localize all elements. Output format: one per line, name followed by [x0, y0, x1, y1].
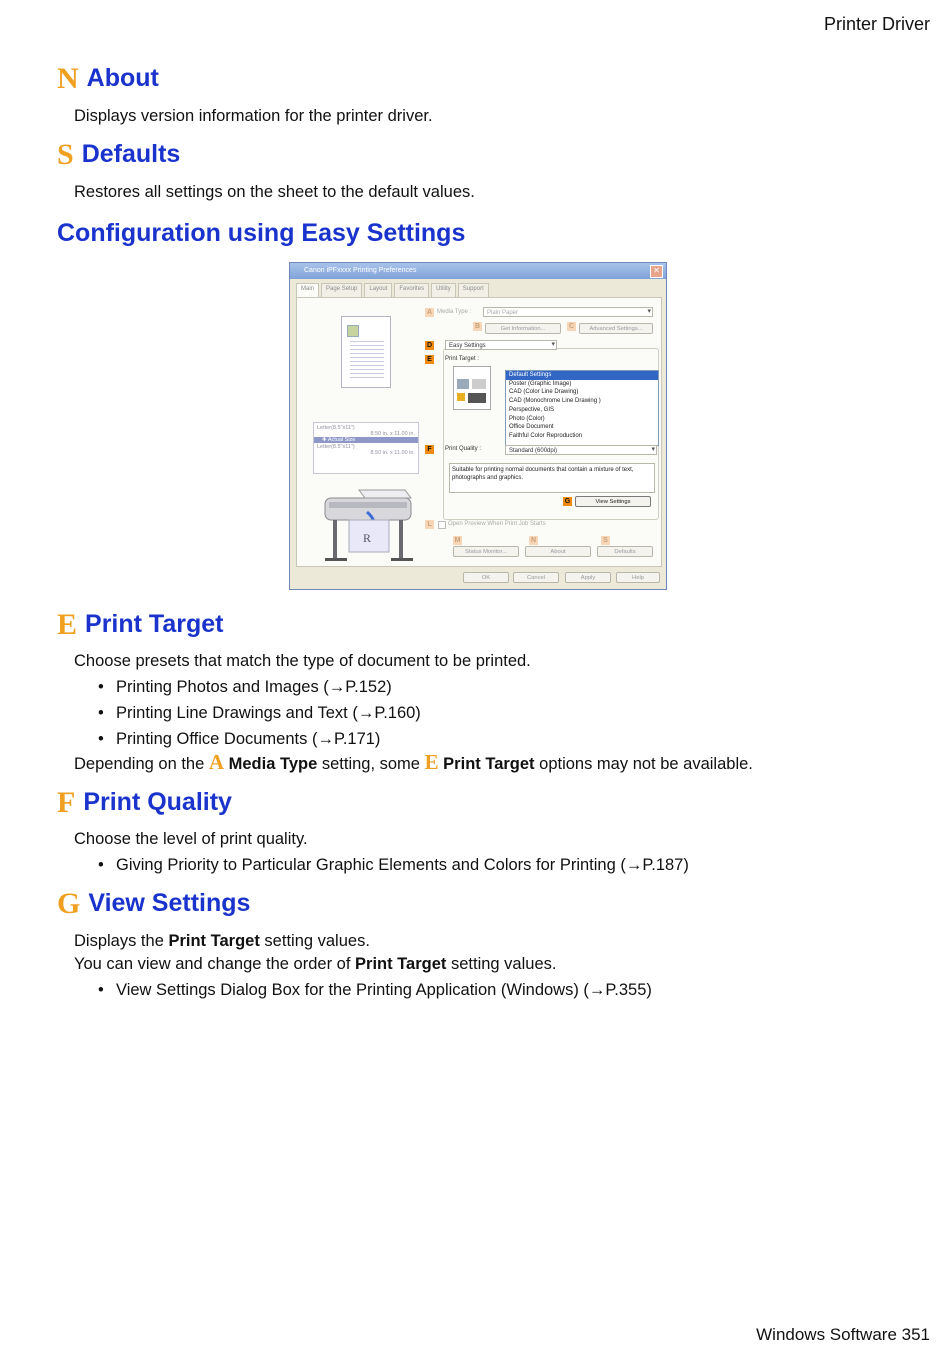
advanced-settings-button[interactable]: Advanced Settings...	[579, 323, 653, 334]
view-settings-line1	[74, 931, 370, 951]
tab-page-setup[interactable]: Page Setup	[321, 283, 362, 297]
tab-utility[interactable]: Utility	[431, 283, 456, 297]
print-quality-title: Print Quality	[83, 788, 232, 816]
tab-layout[interactable]: Layout	[364, 283, 392, 297]
line-bold: Print Target	[168, 932, 260, 950]
print-target-link-office[interactable]: Printing Office Documents (→P.171)	[116, 730, 381, 748]
apply-button[interactable]: Apply	[565, 572, 611, 583]
print-target-list	[505, 370, 659, 446]
list-item: • Giving Priority to Particular Graphic Elements and Colors for Printing (→P.187)	[98, 856, 689, 874]
list-item: • Printing Office Documents (→P.171)	[98, 730, 381, 748]
main-panel	[296, 297, 662, 567]
tag-b: B	[474, 323, 481, 330]
about-button[interactable]: About	[525, 546, 591, 557]
print-target-heading	[57, 608, 223, 642]
print-quality-text: Choose the level of print quality.	[74, 830, 308, 848]
size1-dim: 8.50 in. x 11.00 in.	[370, 431, 415, 437]
tag-d: D	[426, 342, 433, 349]
line-text: You can view and change the order of	[74, 955, 356, 973]
tag-c: C	[568, 323, 575, 330]
note-text: Depending on the	[74, 755, 209, 773]
cancel-button[interactable]: Cancel	[513, 572, 559, 583]
preview-image-icon	[347, 325, 359, 337]
about-letter: N	[57, 62, 79, 95]
print-quality-heading	[57, 786, 232, 820]
tag-g: G	[564, 498, 571, 505]
actual-size-label: Actual Size	[327, 437, 356, 443]
list-item: • View Settings Dialog Box for the Printing Application (Windows) (→P.355)	[98, 981, 652, 999]
list-item[interactable]: CAD (Color Line Drawing)	[509, 389, 579, 396]
page-header: Printer Driver	[823, 14, 930, 34]
list-item: • Printing Photos and Images (→P.152)	[98, 678, 392, 696]
about-heading	[57, 62, 159, 96]
note-bold-media-type: Media Type	[224, 755, 318, 773]
defaults-text: Restores all settings on the sheet to the default values.	[74, 183, 475, 201]
note-letter-e: E	[424, 750, 439, 774]
tag-s: S	[601, 536, 610, 545]
media-type-label: Media Type :	[437, 309, 472, 315]
line-text: Displays the	[74, 932, 169, 950]
view-settings-button[interactable]: View Settings	[575, 496, 651, 507]
note-text: setting, some	[317, 755, 425, 773]
print-target-title: Print Target	[85, 610, 224, 638]
status-monitor-button[interactable]: Status Monitor...	[453, 546, 519, 557]
get-information-button[interactable]: Get Information...	[485, 323, 561, 334]
defaults-title: Defaults	[81, 140, 181, 168]
page-footer: Windows Software 351	[756, 1325, 930, 1344]
print-target-letter: E	[57, 608, 78, 641]
page-preview	[341, 316, 391, 388]
size2-label: Letter(8.5"x11")	[317, 444, 355, 450]
defaults-heading	[57, 138, 180, 172]
printing-preferences-dialog	[289, 262, 667, 590]
tag-a: A	[426, 309, 433, 316]
line-text: setting values.	[259, 932, 370, 950]
tab-main[interactable]: Main	[296, 283, 319, 297]
tab-favorites[interactable]: Favorites	[394, 283, 429, 297]
printer-illustration	[319, 482, 417, 566]
view-settings-line2	[74, 954, 556, 974]
tag-f: F	[425, 445, 434, 454]
tab-support[interactable]: Support	[458, 283, 489, 297]
defaults-letter: S	[57, 138, 74, 171]
printer-glyph: R	[363, 531, 372, 545]
print-quality-select[interactable]: Standard (600dpi) ▾	[505, 445, 657, 455]
media-type-select[interactable]: Plain Paper ▾	[483, 307, 653, 317]
view-settings-heading	[57, 887, 250, 921]
note-letter-a: A	[208, 750, 225, 774]
tag-n: N	[530, 537, 537, 544]
list-item[interactable]: Default Settings	[506, 371, 658, 380]
view-settings-letter: G	[57, 887, 81, 920]
line-bold: Print Target	[355, 955, 447, 973]
tag-m: M	[454, 537, 461, 544]
preview-check-label: Open Preview When Print Job Starts	[448, 521, 546, 527]
list-item[interactable]: Perspective, GIS	[509, 406, 555, 413]
actual-size-row: ✚ Actual Size	[314, 437, 418, 443]
description-box: Suitable for printing normal documents that contain a mixture of text, photographs and graphics.	[449, 463, 655, 493]
list-item: • Printing Line Drawings and Text (→P.160)	[98, 704, 421, 722]
size2-dim: 8.50 in. x 11.00 in.	[370, 450, 415, 456]
print-target-note	[74, 752, 753, 774]
size1-label: Letter(8.5"x11")	[317, 425, 355, 431]
ok-button[interactable]: OK	[463, 572, 509, 583]
list-item[interactable]: Office Document	[509, 424, 554, 431]
dialog-title: Canon iPFxxxx Printing Preferences	[290, 263, 666, 279]
list-item[interactable]: CAD (Monochrome Line Drawing )	[509, 398, 601, 405]
note-text: options may not be available.	[534, 755, 753, 773]
close-icon[interactable]: ✕	[650, 265, 663, 278]
view-settings-link[interactable]: View Settings Dialog Box for the Printing Application (Windows) (→P.355)	[116, 981, 652, 999]
print-quality-link[interactable]: Giving Priority to Particular Graphic Elements and Colors for Printing (→P.187)	[116, 856, 689, 874]
about-title: About	[86, 64, 159, 92]
defaults-button[interactable]: Defaults	[597, 546, 653, 557]
print-target-label: Print Target :	[445, 356, 479, 362]
dialog-tabs	[296, 283, 489, 297]
print-quality-letter: F	[57, 786, 76, 819]
preview-checkbox[interactable]	[438, 521, 446, 529]
note-bold-print-target: Print Target	[438, 755, 535, 773]
tag-l: L	[425, 520, 434, 529]
print-target-link-photos[interactable]: Printing Photos and Images (→P.152)	[116, 678, 392, 696]
print-quality-label: Print Quality :	[445, 446, 482, 452]
print-target-preview-icon	[453, 366, 491, 410]
list-item[interactable]: Faithful Color Reproduction	[509, 432, 583, 439]
tag-e: E	[425, 355, 434, 364]
print-target-link-line[interactable]: Printing Line Drawings and Text (→P.160)	[116, 704, 421, 722]
about-text: Displays version information for the printer driver.	[74, 107, 433, 125]
help-button[interactable]: Help	[616, 572, 660, 583]
paper-size-box	[313, 422, 419, 474]
line-text: setting values.	[446, 955, 557, 973]
view-settings-title: View Settings	[88, 889, 251, 917]
config-heading: Configuration using Easy Settings	[57, 219, 466, 247]
mode-select[interactable]: Easy Settings ▾	[445, 340, 557, 350]
print-target-text: Choose presets that match the type of document to be printed.	[74, 652, 531, 670]
list-item[interactable]: Photo (Color)	[509, 415, 545, 422]
list-item[interactable]: Poster (Graphic Image)	[509, 380, 572, 387]
